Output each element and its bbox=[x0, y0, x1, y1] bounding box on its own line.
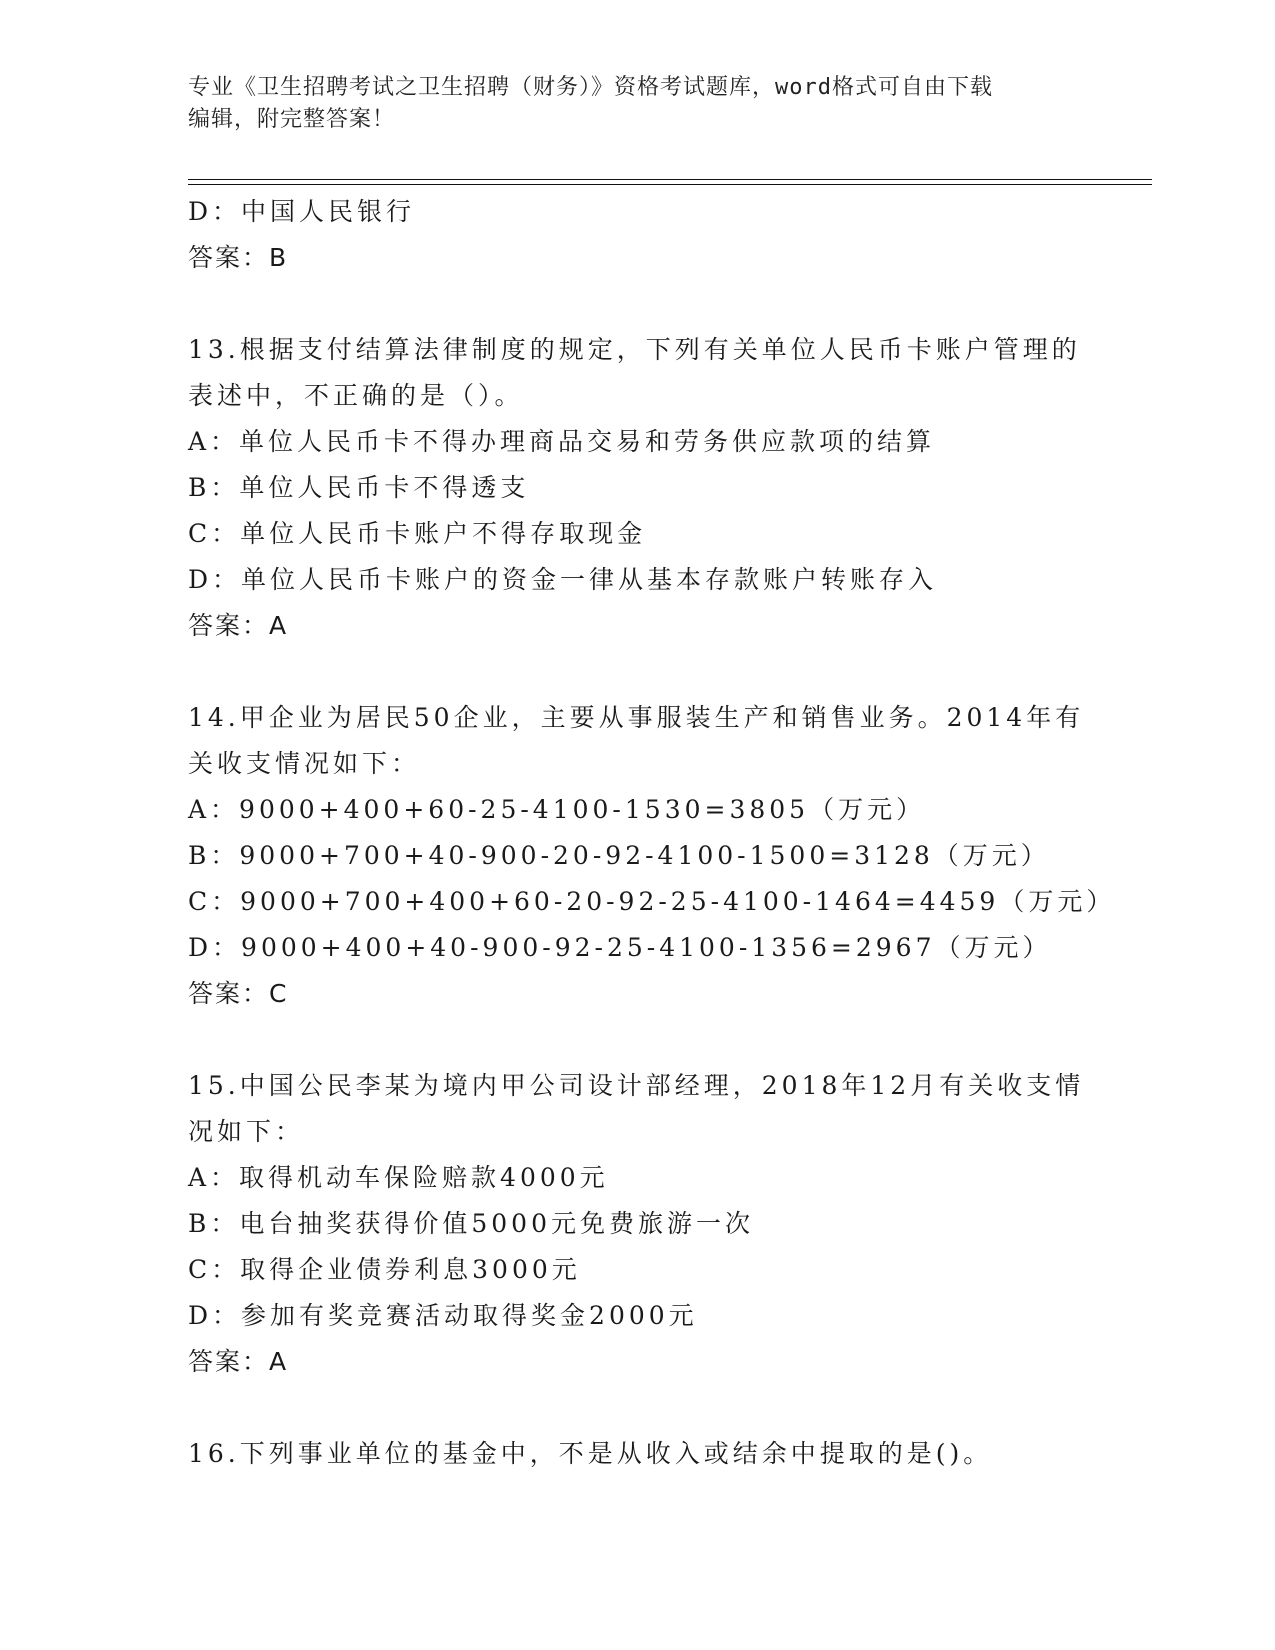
header-divider-bottom bbox=[188, 184, 1152, 185]
spacer bbox=[188, 649, 1152, 695]
question-16 bbox=[188, 1431, 1152, 1477]
spacer bbox=[188, 281, 1152, 327]
answer-line: 答案：C bbox=[188, 979, 289, 1008]
question-14 bbox=[188, 695, 1152, 1017]
spacer bbox=[188, 1017, 1152, 1063]
option-b: B：电台抽奖获得价值5000元免费旅游一次 bbox=[188, 1209, 754, 1238]
option-d: D：单位人民币卡账户的资金一律从基本存款账户转账存入 bbox=[188, 565, 938, 594]
question-stem: 13.根据支付结算法律制度的规定，下列有关单位人民币卡账户管理的 bbox=[188, 335, 1081, 364]
option-c: C：单位人民币卡账户不得存取现金 bbox=[188, 519, 647, 548]
option-b: B：单位人民币卡不得透支 bbox=[188, 473, 530, 502]
option-a: A：9000+400+60-25-4100-1530=3805（万元） bbox=[188, 795, 926, 824]
document-header bbox=[188, 72, 1088, 136]
question-stem: 15.中国公民李某为境内甲公司设计部经理，2018年12月有关收支情 bbox=[188, 1071, 1085, 1100]
question-stem: 14.甲企业为居民50企业，主要从事服装生产和销售业务。2014年有 bbox=[188, 703, 1085, 732]
answer-line: 答案：B bbox=[188, 243, 289, 272]
answer-line: 答案：A bbox=[188, 1347, 289, 1376]
header-line-2: 编辑，附完整答案！ bbox=[188, 107, 396, 132]
option-d: D：中国人民银行 bbox=[188, 197, 416, 226]
header-line-1: 专业《卫生招聘考试之卫生招聘（财务）》资格考试题库，word格式可自由下载 bbox=[188, 75, 993, 100]
option-d: D：参加有奖竞赛活动取得奖金2000元 bbox=[188, 1301, 698, 1330]
option-a: A：单位人民币卡不得办理商品交易和劳务供应款项的结算 bbox=[188, 427, 936, 456]
question-stem: 关收支情况如下： bbox=[188, 749, 421, 778]
question-stem: 况如下： bbox=[188, 1117, 305, 1146]
option-c: C：取得企业债券利息3000元 bbox=[188, 1255, 581, 1284]
option-c: C：9000+700+400+60-20-92-25-4100-1464=4459（万元） bbox=[188, 887, 1116, 916]
option-b: B：9000+700+40-900-20-92-4100-1500=3128（万元） bbox=[188, 841, 1050, 870]
question-stem: 表述中，不正确的是（）。 bbox=[188, 381, 524, 410]
question-15 bbox=[188, 1063, 1152, 1385]
answer-line: 答案：A bbox=[188, 611, 289, 640]
option-a: A：取得机动车保险赔款4000元 bbox=[188, 1163, 609, 1192]
question-content bbox=[188, 189, 1152, 1477]
option-d: D：9000+400+40-900-92-25-4100-1356=2967（万元） bbox=[188, 933, 1052, 962]
question-stem: 16.下列事业单位的基金中，不是从收入或结余中提取的是()。 bbox=[188, 1439, 993, 1468]
header-divider-top bbox=[188, 179, 1152, 180]
spacer bbox=[188, 1385, 1152, 1431]
question-13 bbox=[188, 327, 1152, 649]
